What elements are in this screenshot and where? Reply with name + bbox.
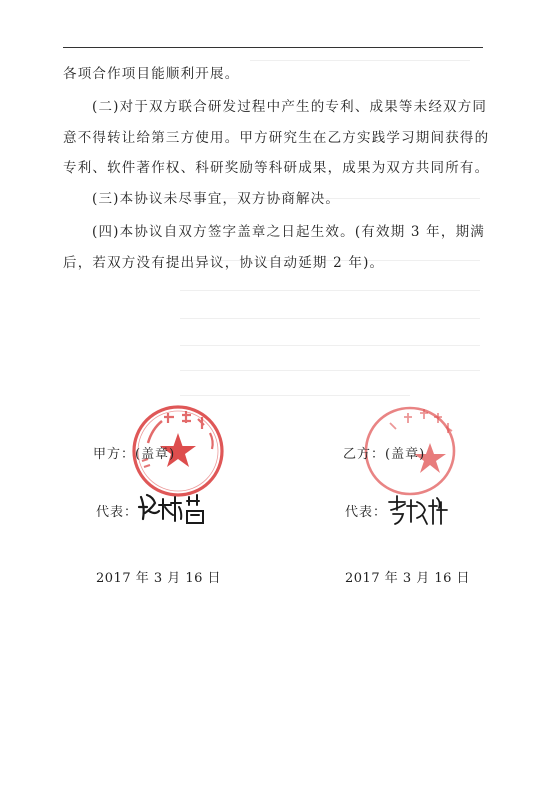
party-a-handwritten-signature (135, 489, 215, 529)
party-b-label: 乙方：(盖章) (343, 447, 426, 462)
paragraph-line-6: (四)本协议自双方签字盖章之日起生效。(有效期 3 年，期满 (92, 224, 485, 240)
party-a-representative-label: 代表： (96, 505, 139, 520)
party-a-sign-date: 2017 年 3 月 16 日 (96, 571, 222, 586)
paragraph-line-3: 意不得转让给第三方使用。甲方研究生在乙方实践学习期间获得的 (63, 130, 490, 146)
party-b-sign-date: 2017 年 3 月 16 日 (345, 571, 471, 586)
party-b-representative-label: 代表： (345, 505, 388, 520)
paragraph-line-1: 各项合作项目能顺利开展。 (63, 66, 240, 82)
party-a-label: 甲方：(盖章) (93, 447, 176, 462)
header-rule (63, 47, 483, 48)
party-b-handwritten-signature (385, 492, 455, 528)
paragraph-line-2: (二)对于双方联合研发过程中产生的专利、成果等未经双方同 (92, 99, 488, 115)
paragraph-line-4: 专利、软件著作权、科研奖励等科研成果，成果为双方共同所有。 (63, 160, 490, 176)
paragraph-line-5: (三)本协议未尽事宜，双方协商解决。 (92, 191, 341, 207)
paragraph-line-7: 后，若双方没有提出异议，协议自动延期 2 年)。 (63, 255, 385, 271)
